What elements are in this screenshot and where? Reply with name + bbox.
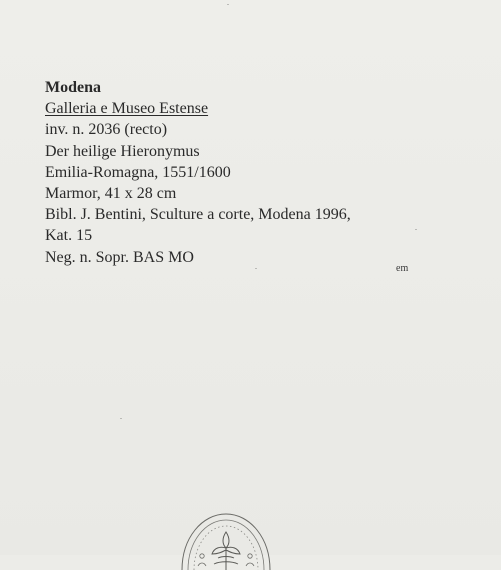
record-region-date: Emilia-Romagna, 1551/1600 bbox=[45, 163, 231, 181]
record-city: Modena bbox=[45, 79, 101, 96]
record-title: Der heilige Hieronymus bbox=[45, 142, 200, 160]
cataloguer-initials: em bbox=[396, 263, 409, 274]
record-negative: Neg. n. Sopr. BAS MO bbox=[45, 248, 194, 266]
record-text bbox=[45, 77, 485, 268]
record-institution: Galleria e Museo Estense bbox=[45, 100, 209, 118]
record-bibliography: Bibl. J. Bentini, Sculture a corte, Modena 1996, bbox=[45, 206, 351, 224]
record-material-size: Marmor, 41 x 28 cm bbox=[45, 185, 177, 203]
ornamental-seal-icon bbox=[178, 510, 274, 570]
record-catalogue: Kat. 15 bbox=[45, 227, 93, 245]
record-inventory: inv. n. 2036 (recto) bbox=[45, 121, 168, 139]
